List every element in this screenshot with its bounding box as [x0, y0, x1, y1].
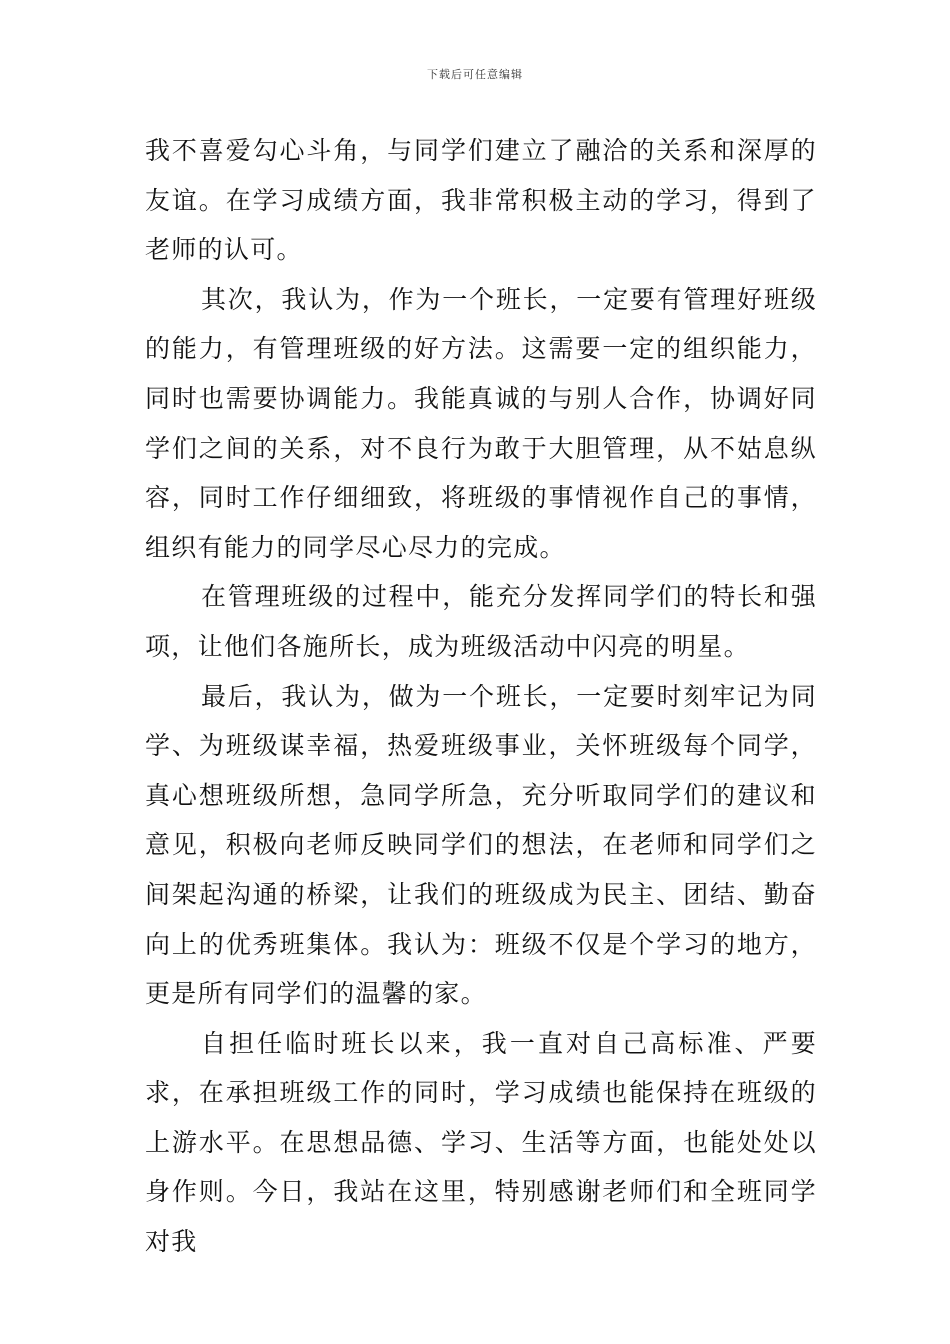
paragraph-1: 我不喜爱勾心斗角，与同学们建立了融洽的关系和深厚的友谊。在学习成绩方面，我非常积极主动的学习，得到了老师的认可。 — [145, 136, 817, 265]
page-header: 下载后可任意编辑 — [427, 68, 523, 81]
paragraph-5: 自担任临时班长以来，我一直对自己高标准、严要求，在承担班级工作的同时，学习成绩也能保持在班级的上游水平。在思想品德、学习、生活等方面，也能处处以身作则。今日，我站在这里，特别感谢老师们和全班同学对我 — [145, 1028, 817, 1257]
paragraph-2: 其次，我认为，作为一个班长，一定要有管理好班级的能力，有管理班级的好方法。这需要一定的组织能力，同时也需要协调能力。我能真诚的与别人合作，协调好同学们之间的关系，对不良行为敢于大胆管理，从不姑息纵容，同时工作仔细细致，将班级的事情视作自己的事情，组织有能力的同学尽心尽力的完成。 — [145, 284, 817, 562]
paragraph-4: 最后，我认为，做为一个班长，一定要时刻牢记为同学、为班级谋幸福，热爱班级事业，关怀班级每个同学，真心想班级所想，急同学所急，充分听取同学们的建议和意见，积极向老师反映同学们的想法，在老师和同学们之间架起沟通的桥梁，让我们的班级成为民主、团结、勤奋向上的优秀班集体。我认为：班级不仅是个学习的地方，更是所有同学们的温馨的家。 — [145, 681, 817, 1009]
document-body — [145, 126, 817, 1267]
paragraph-3: 在管理班级的过程中，能充分发挥同学们的特长和强项，让他们各施所长，成为班级活动中闪亮的明星。 — [145, 582, 817, 661]
